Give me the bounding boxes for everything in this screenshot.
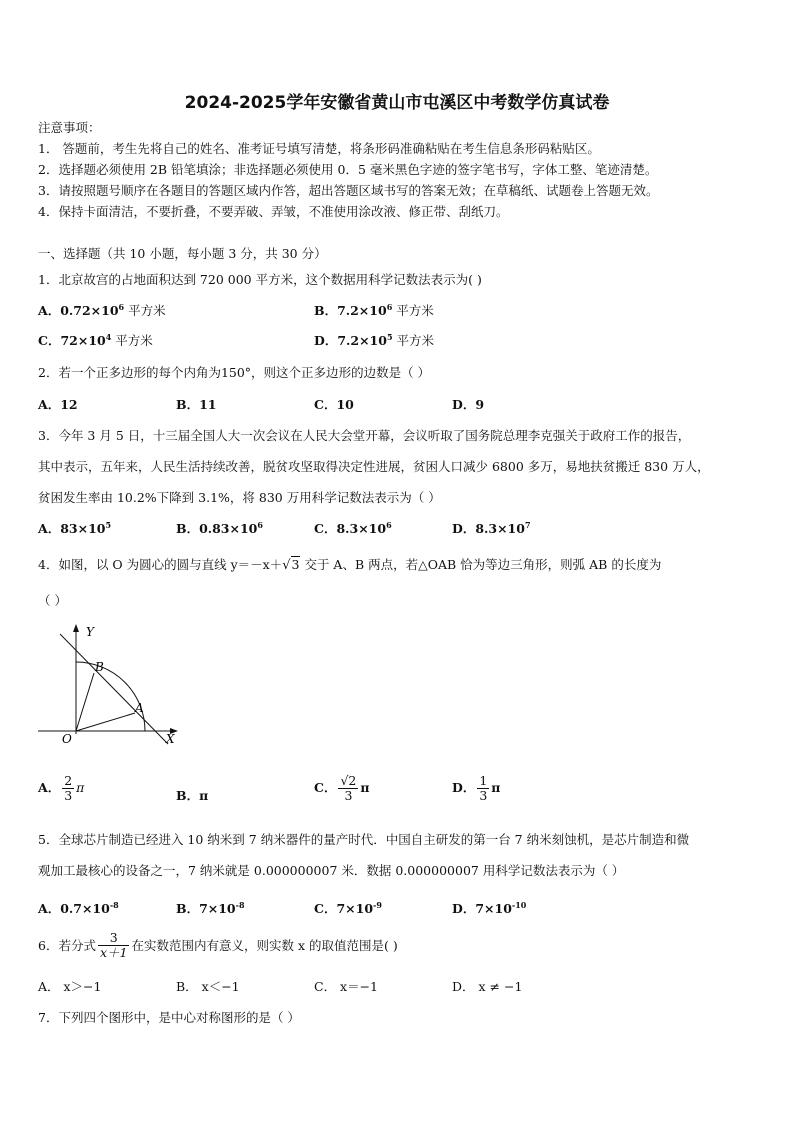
q7-stem: 7．下列四个图形中，是中心对称图形的是（ ）: [38, 1010, 300, 1025]
q4-option-d: D． $\frac{1}{3}$ π: [452, 773, 501, 803]
label-b: B: [95, 660, 104, 674]
q4-option-c: C． $\frac{√2}{3}$ π: [314, 773, 370, 803]
q1-option-a: A．$0.72\times 10^6$ 平方米: [38, 302, 166, 318]
q6-option-d: D． x ≠ −1: [452, 979, 523, 994]
label-a: A: [135, 701, 144, 715]
section-heading: 一、选择题（共 10 小题，每小题 3 分，共 30 分）: [38, 246, 327, 261]
q2-stem: 2．若一个正多边形的每个内角为150°，则这个正多边形的边数是（ ）: [38, 365, 431, 380]
q2-option-d: D．9: [452, 397, 485, 412]
q1-option-c: C．$72\times 10^4$ 平方米: [38, 332, 153, 348]
q3-option-d: D．$8.3\times 10^7$: [452, 520, 531, 536]
q5-option-c: C．$7\times 10^{-9}$: [314, 900, 382, 916]
segment-oa: [76, 713, 135, 731]
notice-item-3: 3．请按照题号顺序在各题目的答题区域内作答，超出答题区域书写的答案无效；在草稿纸、试题卷上答题无效。: [38, 183, 659, 198]
q6-stem: 6．若分式 $\frac{3}{x+1}$ 在实数范围内有意义，则实数 x 的取值范围是( ): [38, 930, 398, 960]
q3-line-2: 其中表示，五年来，人民生活持续改善，脱贫攻坚取得决定性进展，贫困人口减少 6800 多万，易地扶贫搬迁 830 万人，: [38, 459, 710, 474]
notice-item-2: 2．选择题必须使用 2B 铅笔填涂；非选择题必须使用 0．5 毫米黑色字迹的签字笔书写，字体工整、笔迹清楚。: [38, 162, 658, 177]
q5-line-1: 5．全球芯片制造已经进入 10 纳米到 7 纳米器件的量产时代．中国自主研发的第一台 7 纳米刻蚀机，是芯片制造和微: [38, 832, 690, 847]
page-title: 2024-2025学年安徽省黄山市屯溪区中考数学仿真试卷: [184, 93, 610, 113]
q4-blank: （ ）: [38, 593, 67, 608]
q5-option-d: D．$7\times 10^{-10}$: [452, 900, 527, 916]
q4-stem: 4．如图，以 O 为圆心的圆与直线 y＝－x＋√3 交于 A、B 两点，若△OAB 恰为等边三角形，则弧 AB 的长度为: [38, 557, 662, 573]
q6-option-a: A． x＞−1: [38, 979, 102, 994]
q5-option-b: B．$7\times 10^{-8}$: [176, 900, 245, 916]
q2-option-a: A．12: [38, 397, 78, 412]
q6-option-b: B． x＜−1: [176, 979, 240, 994]
q3-option-a: A．$83\times 10^5$: [38, 520, 112, 536]
notice-heading: 注意事项：: [38, 120, 101, 135]
q4-option-b: B．π: [176, 788, 209, 803]
label-o: O: [62, 732, 72, 746]
sqrt-symbol: √: [282, 558, 291, 573]
q1-option-b: B．$7.2\times 10^6$ 平方米: [314, 302, 434, 318]
q5-line-2: 观加工最核心的设备之一，7 纳米就是 0.000000007 米．数据 0.000000007 用科学记数法表示为（ ）: [38, 863, 625, 878]
q3-line-3: 贫困发生率由 10.2%下降到 3.1%，将 830 万用科学记数法表示为（ ）: [38, 490, 441, 505]
q2-option-c: C．10: [314, 397, 354, 412]
notice-item-1: 1． 答题前，考生先将自己的姓名、准考证号填写清楚，将条形码准确粘贴在考生信息条形码粘贴区。: [38, 141, 600, 156]
q4-option-a: A． $\frac{2}{3}$ π: [38, 773, 85, 803]
q1-option-d: D．$7.2\times 10^5$ 平方米: [314, 332, 435, 348]
label-x: X: [166, 732, 175, 746]
q4-figure: [36, 622, 186, 748]
q2-option-b: B．11: [176, 397, 217, 412]
label-y: Y: [86, 625, 94, 639]
q1-stem: 1．北京故宫的占地面积达到 720 000 平方米，这个数据用科学记数法表示为( ): [38, 272, 482, 287]
q5-option-a: A．$0.7\times 10^{-8}$: [38, 900, 119, 916]
q3-option-b: B．$0.83\times 10^6$: [176, 520, 263, 536]
notice-item-4: 4．保持卡面清洁，不要折叠，不要弄破、弄皱，不准使用涂改液、修正带、刮纸刀。: [38, 204, 509, 219]
q6-option-c: C． x＝−1: [314, 979, 379, 994]
y-axis-arrow: [73, 624, 79, 632]
q3-option-c: C．$8.3\times 10^6$: [314, 520, 392, 536]
q3-line-1: 3．今年 3 月 5 日，十三届全国人大一次会议在人民大会堂开幕，会议听取了国务院总理李克强关于政府工作的报告，: [38, 428, 691, 443]
segment-ob: [76, 673, 94, 731]
